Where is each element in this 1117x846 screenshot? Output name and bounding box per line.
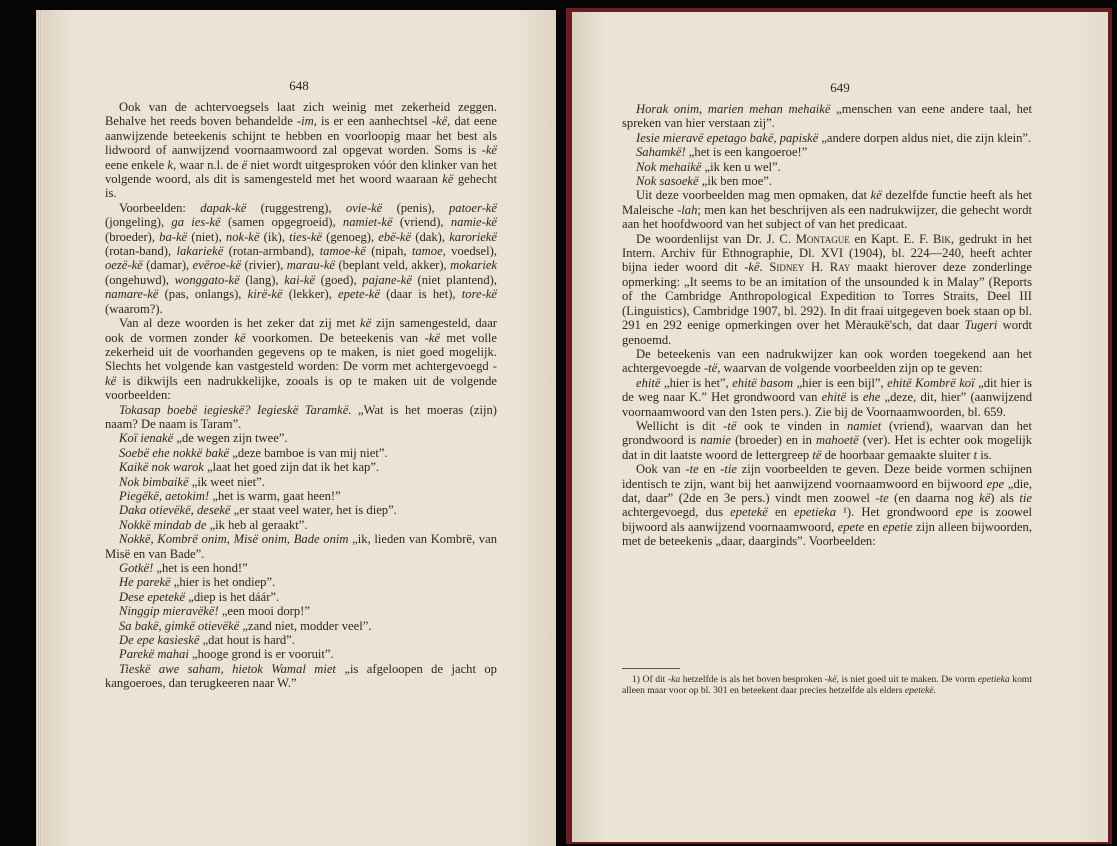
example-sentence xyxy=(105,460,497,474)
text-run: is niet goed uit te maken. De vorm xyxy=(838,674,978,685)
italic-term: Nok bimbaikë xyxy=(119,474,189,489)
italic-term: Nok sasoekë xyxy=(636,174,699,189)
text-run: maakt hierover deze zonderlinge opmerking: „It seems to be an imitation of the unsounded k in Malay” (Reports of the Cambridge Anthropological Expedition to Torres Straits, Deel III (Linguistics), Cambridge 1907, bl. 292). In dit fraai uitgegeven boek staan op bl. 291 en 292 eenige opmerkingen over het Mèraukë'sch, dat daar xyxy=(622,260,1032,333)
text-run: (beplant veld, akker), xyxy=(335,258,451,273)
example-sentence xyxy=(105,647,497,661)
italic-term: -kë, xyxy=(824,674,839,685)
example-sentence xyxy=(105,403,497,432)
text-run: (ongehuwd), xyxy=(105,272,175,287)
text-run: waarvan de volgende voorbeelden zijn op te geven: xyxy=(720,361,983,376)
text-run: gehecht is. xyxy=(105,172,497,201)
italic-term: Piegëkë, aetokim! xyxy=(119,488,210,503)
text-run: en xyxy=(767,505,795,520)
italic-term: ehitë Kombrë koï xyxy=(887,375,975,390)
italic-term: kai-kë xyxy=(284,272,315,287)
text-run: „hier is een bijl”, xyxy=(793,375,888,390)
text-run: niet wordt uitgesproken vóór den klinker van het volgende woord, als dit is samengesteld met het woord waaraan xyxy=(105,157,497,187)
text-run: wordt genoemd. xyxy=(622,318,1032,347)
italic-term: wonggato-kë xyxy=(174,272,240,287)
text-run: (dak), xyxy=(411,229,450,244)
text-run: (goed), xyxy=(314,272,363,287)
text-run: „ik, lieden van Kombrë, van Misë en van Bade”. xyxy=(105,532,497,561)
text-run: achtergevoegd, dus xyxy=(622,505,731,520)
italic-term: k, xyxy=(167,157,177,172)
text-run: ook te vinden in xyxy=(736,418,847,433)
italic-term: ga ies-kë xyxy=(171,215,221,230)
text-run: „deze, dit, hier” (aanwijzend voornaamwoord van den 1sten pers.). Zie bij de Voornaamwoorden, bl. 659. xyxy=(622,390,1032,419)
italic-term: oezë-kë xyxy=(105,258,143,273)
text-run: „de wegen zijn twee”. xyxy=(173,431,288,446)
italic-term: tie xyxy=(1019,490,1033,505)
text-run: (nipah, xyxy=(365,244,412,259)
italic-term: ehe xyxy=(862,390,881,405)
text-run: (penis), xyxy=(382,200,449,215)
text-run: „die, dat, daar” (2de en 3e pers.) vindt men zoowel xyxy=(622,476,1032,505)
italic-term: marau-kë xyxy=(286,258,336,273)
italic-term: epetie xyxy=(882,519,913,534)
italic-term: t xyxy=(973,447,978,462)
text-run: (lang), xyxy=(239,272,285,287)
italic-term: Soebë ehe nokkë bakë xyxy=(119,445,230,460)
footnote xyxy=(622,674,1032,696)
text-run: voedsel), xyxy=(445,244,497,259)
text-run: „hier is het ondiep”. xyxy=(170,575,276,590)
italic-term: ë xyxy=(241,157,248,172)
text-run: Van al deze woorden is het zeker dat zij met xyxy=(119,316,361,331)
text-run: dat eene aanwijzende beteekenis schijnt te hebben en voorloopig maar het best als lidwoord of aanwijzend voornaamwoord zal opgevat worden. Soms is xyxy=(105,114,498,158)
italic-term: Kaikë nok warok xyxy=(119,460,204,475)
text-run: H. xyxy=(804,260,830,275)
text-run: „er staat veel water, het is diep”. xyxy=(230,503,397,518)
text-run: „ik weet niet”. xyxy=(188,474,265,489)
italic-term: epe xyxy=(986,476,1005,491)
text-run: (en daarna nog xyxy=(888,490,980,505)
italic-term: epe xyxy=(955,505,973,520)
text-run: de hoorbaar gemaakte sluiter xyxy=(821,447,974,462)
italic-term: Iesie mieravë epetago bakë, papiskë xyxy=(636,130,819,145)
text-run: (damar), xyxy=(142,258,193,273)
text-run: (genoeg), xyxy=(322,229,379,244)
italic-term: -im, xyxy=(296,114,317,129)
italic-term: Parekë mahai xyxy=(119,647,189,662)
paragraph xyxy=(105,316,497,402)
italic-term: namie xyxy=(700,433,731,448)
italic-term: patoer-kë xyxy=(448,200,497,215)
italic-term: -kë. xyxy=(744,260,763,275)
paragraph xyxy=(622,376,1032,419)
example-sentence xyxy=(622,131,1032,145)
paragraph xyxy=(622,188,1032,231)
italic-term: Koï ienakë xyxy=(119,431,174,446)
italic-term: Tieskë awe saham, hietok Wamal miet xyxy=(119,661,336,676)
italic-term: pajane-kë xyxy=(362,272,412,287)
example-sentence xyxy=(622,145,1032,159)
italic-term: He parekë xyxy=(119,575,171,590)
text-run: „dit hier is de weg naar K.” Het grondwoord van xyxy=(622,375,1032,405)
text-run: „ik heb al geraakt”. xyxy=(206,517,308,532)
example-sentence xyxy=(105,619,497,633)
text-run: (broeder) en in xyxy=(730,433,816,448)
text-run: Voorbeelden: xyxy=(119,200,201,215)
text-run: 1) Of dit xyxy=(632,674,668,685)
author-name: Bik, xyxy=(933,231,955,246)
italic-term: Ninggip mieravëkë! xyxy=(119,604,219,619)
italic-term: kë xyxy=(234,330,246,345)
paragraph xyxy=(622,232,1032,347)
italic-term: -te xyxy=(685,462,699,477)
text-run: „het is warm, gaat heen!” xyxy=(209,488,341,503)
page-number-right: 649 xyxy=(830,80,850,95)
text-run: ) als xyxy=(990,490,1020,505)
text-run: is dikwijls een nadrukkelijke, zooals is op te maken uit de volgende voorbeelden: xyxy=(105,373,497,403)
text-run: „diep is het dáár”. xyxy=(185,589,280,604)
text-run: eene enkele xyxy=(105,157,168,172)
italic-term: namie-kë xyxy=(450,215,497,230)
italic-term: De epe kasieskë xyxy=(119,633,200,648)
text-run: (ik), xyxy=(259,229,290,244)
text-run: en xyxy=(864,519,883,534)
text-run: gedrukt in het Intern. Archiv für Ethnographie, Dl. XVI (1904), bl. 224—240, heeft achter bijna ieder woord dit xyxy=(622,231,1032,275)
italic-term: epete-kë xyxy=(338,287,380,302)
text-run: „hooge grond is er vooruit”. xyxy=(188,647,334,662)
example-sentence xyxy=(105,503,497,517)
text-run: „het is een hond!” xyxy=(153,561,248,575)
italic-term: kë xyxy=(360,316,372,331)
text-run: Uit deze voorbeelden mag men opmaken, dat xyxy=(636,188,871,203)
italic-term: -kë xyxy=(424,330,440,345)
example-sentence xyxy=(105,604,497,618)
italic-term: ehitë xyxy=(821,390,847,405)
text-run: is xyxy=(846,390,863,405)
text-run: hetzelfde is als het boven besproken xyxy=(680,674,825,685)
author-name: Montague xyxy=(795,231,850,246)
text-run: (jongeling), xyxy=(105,215,172,230)
text-run: (daar is het), xyxy=(379,287,462,302)
text-run: „laat het goed zijn dat ik het kap”. xyxy=(203,460,380,475)
text-run: zijn voorbeelden te geven. Deze beide vormen schijnen identisch te zijn, want bij het aanwijzend voornaamwoord en bijwoord xyxy=(622,462,1033,491)
italic-term: nok-kë xyxy=(225,229,260,244)
example-sentence xyxy=(105,431,497,445)
text-run: De beteekenis van een nadrukwijzer kan ook worden toegekend aan het achtergevoegde xyxy=(622,346,1032,376)
italic-term: tore-kë xyxy=(461,287,497,302)
italic-term: -kë xyxy=(481,143,497,158)
italic-term: -te xyxy=(875,490,889,505)
footnote-divider xyxy=(622,668,680,669)
italic-term: kirë-kë xyxy=(247,287,283,302)
text-run: en Kapt. E. F. xyxy=(849,231,934,246)
italic-term: Gotkë! xyxy=(119,561,154,575)
text-run: voorkomen. De beteekenis van xyxy=(245,330,425,345)
paragraph xyxy=(622,419,1032,462)
text-run: (vriend), waarvan dan het grondwoord is xyxy=(622,418,1032,448)
text-run: (rotan-band), xyxy=(105,244,177,259)
italic-term: Horak onim, marien mehan mehaikë xyxy=(636,102,831,116)
italic-term: mahoetë xyxy=(816,433,859,448)
text-run: (ver). Het is echter ook mogelijk dat in dit laatste woord de lettergreep xyxy=(622,433,1033,462)
text-run: (niet), xyxy=(187,229,226,244)
italic-term: epetekë xyxy=(730,505,768,520)
text-run: komt alleen maar voor op bl. 301 en beteekent daar precies hetzelfde als elders xyxy=(622,674,1033,696)
italic-term: tamoe, xyxy=(411,244,446,259)
example-sentence xyxy=(105,590,497,604)
text-run: „dat hout is hard”. xyxy=(199,633,295,648)
italic-term: -tie xyxy=(720,462,737,477)
italic-term: Tugeri xyxy=(964,318,998,333)
italic-term: Sa bakë, gimkë otievëkë xyxy=(119,618,240,633)
text-run: (niet plantend), xyxy=(411,272,497,287)
italic-term: të xyxy=(812,447,822,462)
text-run: „is afgeloopen de jacht op kangoeroes, dan terugkeeren naar W.” xyxy=(105,661,497,691)
example-sentence xyxy=(105,446,497,460)
example-sentence xyxy=(105,518,497,532)
text-run: zijn samengesteld, daar ook de vormen zonder xyxy=(105,316,497,345)
example-sentence xyxy=(105,532,497,561)
text-run: Ook van de achtervoegsels laat zich weinig met zekerheid zeggen. Behalve het reeds boven behandelde xyxy=(105,100,497,129)
example-sentence xyxy=(622,102,1032,131)
text-run: „ik ben moe”. xyxy=(698,174,773,189)
italic-term: ba-kë xyxy=(159,229,188,244)
page-number-left: 648 xyxy=(289,78,309,93)
text-run: „ik ken u wel”. xyxy=(701,159,781,174)
text-run: (pas, onlangs), xyxy=(158,287,248,302)
italic-term: mokariek xyxy=(450,258,497,273)
example-sentence xyxy=(105,575,497,589)
example-sentence xyxy=(622,174,1032,188)
text-run: Ook van xyxy=(636,462,686,477)
text-run: (waarom?). xyxy=(105,301,163,316)
text-run: (vriend), xyxy=(392,215,451,230)
right-page xyxy=(572,12,1108,842)
italic-term: tamoe-kë xyxy=(319,244,366,259)
italic-term: -kë, xyxy=(431,114,451,129)
italic-term: Nok mehaikë xyxy=(636,159,702,174)
text-run: is zoowel bijwoord als aanwijzend voornaamwoord, xyxy=(622,505,1032,534)
footnote-text xyxy=(622,674,1032,696)
text-run: en xyxy=(698,462,721,477)
paragraph xyxy=(622,347,1032,376)
text-run: is. xyxy=(977,447,992,462)
paragraph xyxy=(105,100,497,201)
italic-term: Nokkë mindab de xyxy=(119,517,207,532)
italic-term: ovie-kë xyxy=(345,200,383,215)
text-run: ; men kan het beschrijven als een nadrukwijzer, die gehecht wordt aan het hoofdwoord van het subject of van het predicaat. xyxy=(622,202,1032,232)
italic-term: namiet-kë xyxy=(342,215,393,230)
italic-term: lakariekë xyxy=(176,244,224,259)
author-name: Sidney xyxy=(769,260,805,275)
italic-term: namare-kë xyxy=(105,287,159,302)
italic-term: kë xyxy=(979,490,991,505)
italic-term: epetekë. xyxy=(904,685,937,696)
example-sentence xyxy=(105,662,497,691)
italic-term: ties-kë xyxy=(289,229,323,244)
text-run: „Wat is het moeras (zijn) naam? De naam is Taram”. xyxy=(105,402,497,431)
text-run: (samen opgegroeid), xyxy=(220,215,343,230)
text-run: De woordenlijst van Dr. J. C. xyxy=(636,231,796,246)
text-run: waar n.l. de xyxy=(176,157,242,172)
example-sentence xyxy=(105,633,497,647)
italic-term: ebë-kë xyxy=(378,229,412,244)
italic-term: ehitë xyxy=(636,375,661,390)
text-run: (lekker), xyxy=(282,287,339,302)
text-run: Wellicht is dit xyxy=(636,418,724,433)
italic-term: epete xyxy=(837,519,865,534)
italic-term: -ka xyxy=(667,674,681,685)
italic-term: epetieka xyxy=(977,674,1010,685)
right-page-text xyxy=(622,102,1032,549)
italic-term: karoriekë xyxy=(449,229,497,244)
text-run: is er een aanhechtsel xyxy=(316,114,432,129)
italic-term: ehitë basom xyxy=(732,375,794,390)
italic-term: Tokasap boebë iegieskë? Iegieskë Taramkë. xyxy=(119,402,352,417)
italic-term: -të, xyxy=(703,361,721,376)
italic-term: kë xyxy=(870,188,882,203)
example-sentence xyxy=(105,561,497,575)
text-run: (rivier), xyxy=(241,258,287,273)
text-run: (broeder), xyxy=(105,229,160,244)
italic-term: -të xyxy=(723,418,737,433)
text-run: zijn alleen bijwoorden, met de beteekenis „daar, daarginds”. Voorbeelden: xyxy=(622,519,1033,549)
text-run: „het is een kangoeroe!” xyxy=(685,145,808,160)
left-page xyxy=(42,10,556,846)
example-sentence xyxy=(105,475,497,489)
example-sentence xyxy=(622,160,1032,174)
italic-term: kë xyxy=(442,172,454,187)
italic-term: Nokkë, Kombrë onim, Misë onim, Bade onim xyxy=(119,532,349,547)
text-run: (ruggestreng), xyxy=(246,200,346,215)
text-run: „deze bamboe is van mij niet”. xyxy=(229,445,388,460)
italic-term: namiet xyxy=(846,418,882,433)
text-run: „menschen van eene andere taal, het spreken van hier verstaan zij”. xyxy=(622,102,1032,131)
example-sentence xyxy=(105,489,497,503)
paragraph xyxy=(105,201,497,316)
italic-term: Sahamkë! xyxy=(636,145,686,160)
author-name: Ray xyxy=(829,260,851,275)
text-run: ¹). Het grondwoord xyxy=(836,505,956,520)
paragraph xyxy=(622,462,1032,548)
italic-term: -kë xyxy=(105,359,497,388)
text-run: met volle zekerheid uit de voorhanden gegevens op te maken, is niet goed mogelijk. Slechts het volgende kan vastgesteld worden: De vorm met achtergevoegd xyxy=(105,330,497,374)
text-run: „andere dorpen aldus niet, die zijn klein”. xyxy=(818,130,1032,145)
text-run: (rotan-armband), xyxy=(223,244,320,259)
italic-term: epetieka xyxy=(794,505,836,520)
italic-term: dapak-kë xyxy=(200,200,247,215)
text-run: „een mooi dorp!” xyxy=(218,604,310,619)
text-run: „zand niet, modder veel”. xyxy=(239,618,372,633)
left-page-text xyxy=(105,100,497,691)
italic-term: -lah xyxy=(677,202,698,217)
italic-term: Dese epetekë xyxy=(119,589,186,604)
text-run: „hier is het”, xyxy=(660,375,733,390)
text-run: dezelfde functie heeft als het Maleische xyxy=(622,188,1032,217)
italic-term: Daka otievëkë, desekë xyxy=(119,503,231,518)
italic-term: evëroe-kë xyxy=(192,258,242,273)
